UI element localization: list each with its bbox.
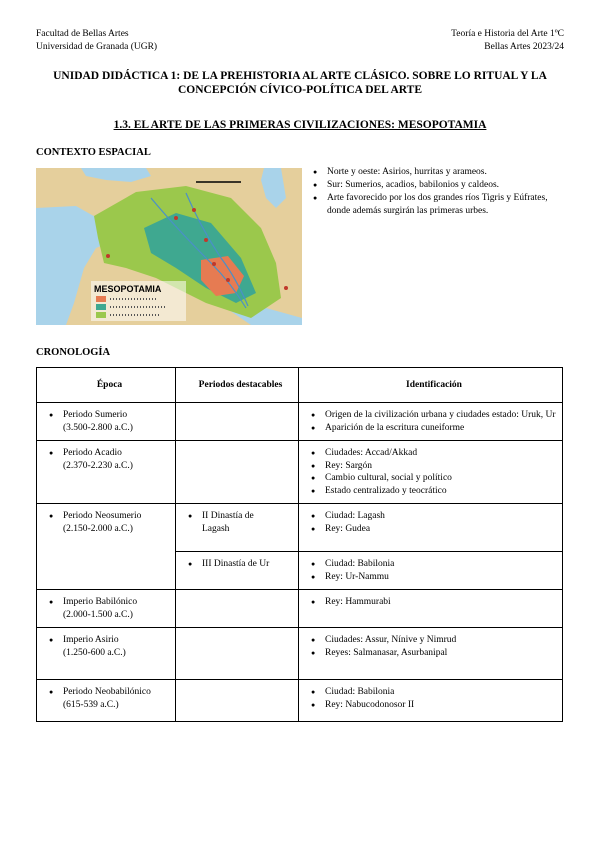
city-marker [212,262,216,266]
unit-title [30,69,570,97]
period-cell [176,441,299,504]
list-item: ● III Dinastía de Ur [187,558,294,571]
table-row [37,628,563,680]
list-item: ● Periodo Sumerio (3.500-2.800 a.C.) [48,409,171,434]
list-item: ● Aparición de la escritura cuneiforme [310,422,558,435]
header-right [451,28,564,54]
period-cell [176,504,299,552]
map-title: MESOPOTAMIA [94,284,162,294]
list-item: ● Rey: Ur-Nammu [310,571,558,584]
list-item: ● Ciudad: Lagash [310,510,558,523]
header-epoch: Época [37,368,176,403]
list-item: ● Arte favorecido por los dos grandes ríos Tigris y Eúfrates, donde además surgirán las primeras urbes. [312,192,568,218]
mesopotamia-map [36,168,302,325]
epoch-cell [37,504,176,590]
legend-swatch-teal [96,304,106,310]
legend-swatch-core [96,296,106,302]
identification-cell [299,441,563,504]
epoch-cell [37,403,176,441]
list-item: ● Rey: Nabucodonosor II [310,699,558,712]
context-bullets [312,166,568,218]
list-item: ● Cambio cultural, social y político [310,472,558,485]
list-item: ● Reyes: Salmanasar, Asurbanipal [310,647,558,660]
identification-cell [299,590,563,628]
list-item: ● Ciudad: Babilonia [310,686,558,699]
city-marker [204,238,208,242]
list-item: ● Imperio Asirio (1.250-600 a.C.) [48,634,171,659]
city-marker [174,216,178,220]
epoch-cell [37,680,176,722]
list-item: ● Origen de la civilización urbana y ciudades estado: Uruk, Ur [310,409,558,422]
list-item: ● Rey: Gudea [310,523,558,536]
city-marker [226,278,230,282]
table-row [37,504,563,552]
table-row [37,403,563,441]
table-row [37,441,563,504]
faculty-name: Facultad de Bellas Artes [36,29,129,39]
epoch-cell [37,590,176,628]
table-row [37,680,563,722]
list-item: ● Ciudades: Assur, Nínive y Nimrud [310,634,558,647]
city-marker [106,254,110,258]
header-identification: Identificación [299,368,563,403]
header-periods: Periodos destacables [176,368,299,403]
list-item: ● Periodo Neosumerio (2.150-2.000 a.C.) [48,510,171,535]
list-item: ● Rey: Hammurabi [310,596,558,609]
table-row [37,590,563,628]
identification-cell [299,403,563,441]
list-item: ● Periodo Acadio (2.370-2.230 a.C.) [48,447,171,472]
period-cell [176,552,299,590]
table-header-row [37,368,563,403]
list-item: ● Imperio Babilónico (2.000-1.500 a.C.) [48,596,171,621]
list-item: ● Estado centralizado y teocrático [310,485,558,498]
identification-cell [299,504,563,552]
chronology-table [36,367,563,722]
university-name: Universidad de Granada (UGR) [36,42,158,52]
list-item: ● Periodo Neobabilónico (615-539 a.C.) [48,686,171,711]
list-item: ● Norte y oeste: Asirios, hurritas y arameos. [312,166,568,179]
city-marker [192,208,196,212]
academic-year: Bellas Artes 2023/24 [484,42,564,52]
list-item: ● Ciudad: Babilonia [310,558,558,571]
context-heading: CONTEXTO ESPACIAL [36,147,151,158]
unit-title-line-2: CONCEPCIÓN CÍVICO-POLÍTICA DEL ARTE [177,84,422,96]
unit-title-line-1: UNIDAD DIDÁCTICA 1: DE LA PREHISTORIA AL ARTE CLÁSICO. SOBRE LO RITUAL Y LA [53,70,547,82]
period-cell [176,628,299,680]
chronology-heading: CRONOLOGÍA [36,347,111,358]
course-name: Teoría e Historia del Arte 1ºC [451,29,564,39]
epoch-cell [37,441,176,504]
list-item: ● Sur: Sumerios, acadios, babilonios y caldeos. [312,179,568,192]
section-title: 1.3. EL ARTE DE LAS PRIMERAS CIVILIZACIONES: MESOPOTAMIA [113,119,487,131]
period-cell [176,680,299,722]
identification-cell [299,628,563,680]
city-marker [284,286,288,290]
period-cell [176,403,299,441]
identification-cell [299,552,563,590]
period-cell [176,590,299,628]
list-item: ● Ciudades: Accad/Akkad [310,447,558,460]
identification-cell [299,680,563,722]
list-item: ● Rey: Sargón [310,460,558,473]
legend-swatch-green [96,312,106,318]
list-item: ● II Dinastía de Lagash [187,510,294,535]
epoch-cell [37,628,176,680]
header-left [36,28,157,54]
